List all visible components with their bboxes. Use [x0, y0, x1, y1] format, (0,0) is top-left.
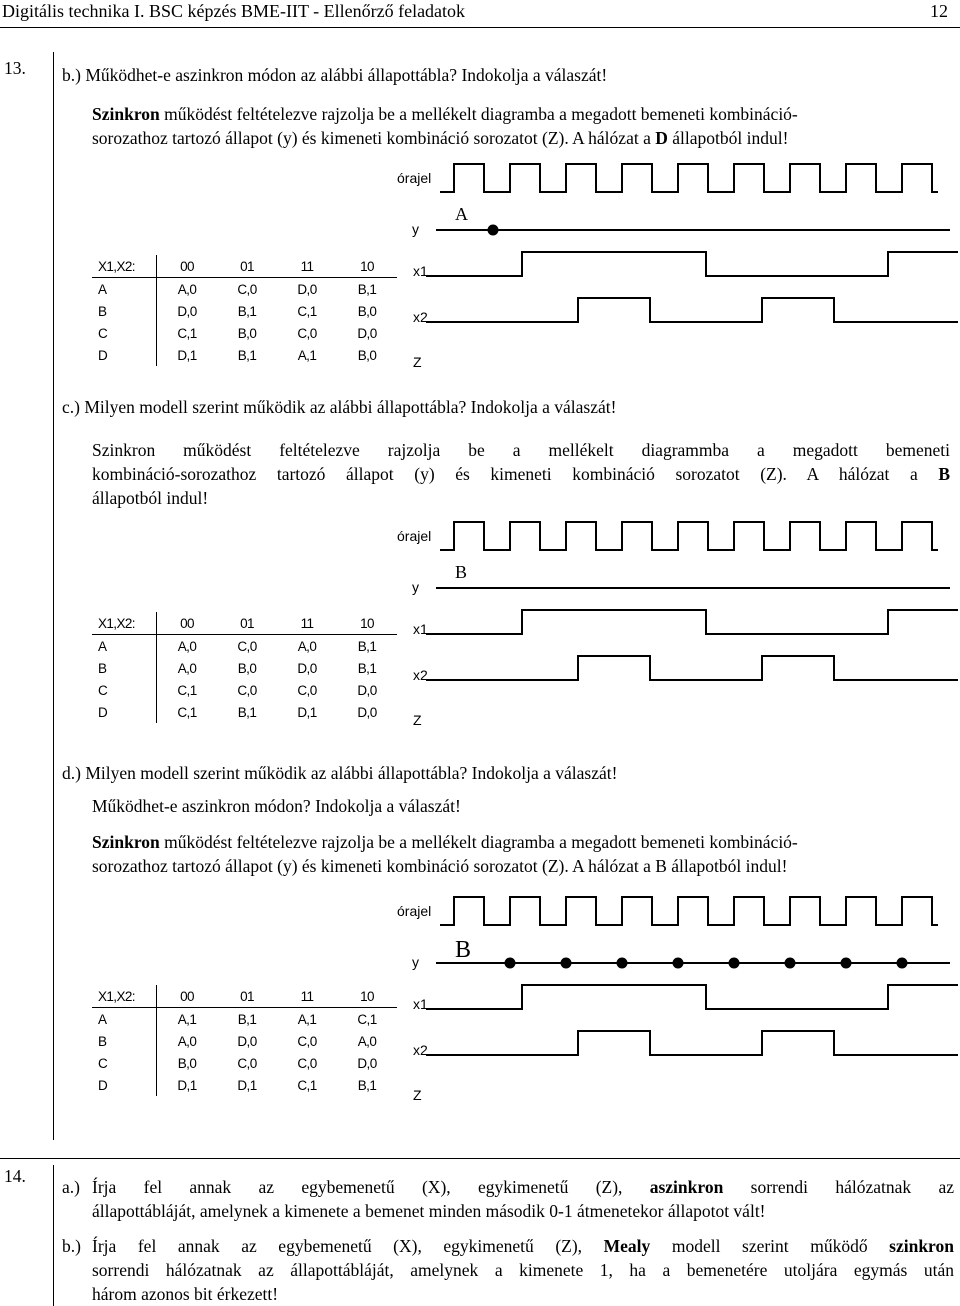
table-cell: A,0 — [297, 638, 317, 654]
table-cell: D,1 — [177, 347, 197, 363]
q13b-line2-post: állapotból indul! — [667, 128, 789, 148]
table-cell: B,0 — [357, 347, 377, 363]
table-row — [92, 1074, 397, 1096]
y-label: y — [412, 221, 419, 237]
q14-number: 14. — [4, 1166, 26, 1186]
table-cell: 00 — [157, 255, 218, 278]
q14a-line1-pre: Írja fel annak az egybemenetű (X), egykimenetű (Z), — [92, 1177, 650, 1197]
table-cell: D,0 — [357, 325, 377, 341]
table-cell: B,1 — [237, 303, 257, 319]
z-label: Z — [413, 354, 422, 370]
clock-waveform — [440, 522, 938, 550]
x1-waveform — [426, 985, 958, 1009]
y-start-state: B — [455, 562, 468, 582]
table-header-row — [92, 985, 397, 1008]
table-cell: C,1 — [177, 325, 197, 341]
q13b-line1-rest: működést feltételezve rajzolja be a mellékelt diagramba a megadott bemeneti kombináció- — [159, 104, 798, 124]
q14a-label: a.) — [62, 1177, 80, 1197]
table-header-row — [92, 612, 397, 635]
x2-label: x2 — [413, 309, 428, 325]
table-cell: B — [92, 1030, 157, 1052]
x2-waveform — [426, 298, 958, 322]
q14b-bold-mealy: Mealy — [603, 1236, 651, 1256]
q14a-line1 — [92, 1176, 954, 1198]
table-cell: 01 — [217, 612, 277, 635]
table-row — [92, 1030, 397, 1052]
table-row — [92, 1052, 397, 1074]
z-label: Z — [413, 1087, 422, 1103]
table-cell: B,0 — [357, 303, 377, 319]
table-cell: B,1 — [237, 1011, 257, 1027]
table-cell: B,1 — [237, 347, 257, 363]
table-cell: C — [92, 679, 157, 701]
table-cell: D — [92, 344, 157, 366]
table-cell: X1,X2: — [92, 255, 157, 278]
q13d-line1 — [92, 831, 798, 853]
table-cell: A,0 — [357, 1033, 377, 1049]
z-label: Z — [413, 712, 422, 728]
table-cell: B,1 — [357, 660, 377, 676]
table-cell: D,0 — [297, 660, 317, 676]
table-cell: A,0 — [177, 638, 197, 654]
q13d-line2: sorozathoz tartozó állapot (y) és kimeneti kombináció sorozatot (Z). A hálózat a B állapotból indul! — [92, 856, 788, 876]
y-sample-dot — [785, 958, 796, 969]
table-cell: D — [92, 1074, 157, 1096]
clock-label: órajel — [397, 528, 432, 544]
q13b-bold-d: D — [655, 128, 668, 148]
y-label: y — [412, 954, 419, 970]
table-cell: A,0 — [177, 660, 197, 676]
x2-label: x2 — [413, 1042, 428, 1058]
table-row — [92, 635, 397, 658]
table-cell: D,1 — [177, 1077, 197, 1093]
table-cell: C,0 — [237, 281, 257, 297]
table-cell: B,1 — [237, 704, 257, 720]
table-cell: A,1 — [297, 1011, 317, 1027]
table-cell: D,0 — [177, 303, 197, 319]
table-cell: X1,X2: — [92, 612, 157, 635]
y-sample-dot — [617, 958, 628, 969]
table-cell: 01 — [217, 255, 277, 278]
table-cell: C,0 — [297, 1055, 317, 1071]
table-cell: 00 — [157, 612, 218, 635]
header-title: Digitális technika I. BSC képzés BME-IIT - Ellenőrző feladatok — [2, 1, 466, 21]
x1-waveform — [426, 252, 958, 276]
clock-waveform — [440, 897, 938, 925]
table-cell: 10 — [337, 985, 397, 1008]
q13c-line3: állapotból indul! — [92, 488, 209, 508]
y-sample-dot — [897, 958, 908, 969]
y-sample-dot — [561, 958, 572, 969]
table-cell: D,0 — [297, 281, 317, 297]
x2-waveform — [426, 656, 958, 680]
table-cell: C,0 — [237, 682, 257, 698]
table-row — [92, 679, 397, 701]
y-sample-dot — [488, 225, 499, 236]
table-cell: C,1 — [297, 1077, 317, 1093]
table-cell: 00 — [157, 985, 218, 1008]
table-cell: C,0 — [297, 682, 317, 698]
table-cell: 01 — [217, 985, 277, 1008]
table-cell: D,1 — [237, 1077, 257, 1093]
table-cell: C,1 — [177, 682, 197, 698]
table-cell: A,1 — [297, 347, 317, 363]
q14b-label: b.) — [62, 1236, 81, 1256]
table-cell: C — [92, 1052, 157, 1074]
table-cell: 10 — [337, 255, 397, 278]
table-cell: B — [92, 657, 157, 679]
x1-waveform — [426, 610, 958, 634]
clock-waveform — [440, 164, 938, 192]
table-cell: 11 — [277, 612, 337, 635]
q13c-state-table — [92, 612, 397, 723]
x1-label: x1 — [413, 263, 428, 279]
q14b-line2: sorrendi hálózatnak az állapottábláját, amelynek a kimenete 1, ha a bemenetére utoljára egymás után — [92, 1260, 954, 1280]
table-cell: A,0 — [177, 281, 197, 297]
y-label: y — [412, 579, 419, 595]
q14b-line1-mid: modell szerint működő — [650, 1236, 890, 1256]
table-cell: X1,X2: — [92, 985, 157, 1008]
page-number: 12 — [930, 1, 948, 21]
q13c-bold-b: B — [938, 464, 951, 484]
q13c-line2 — [92, 463, 950, 485]
table-cell: C,1 — [357, 1011, 377, 1027]
table-cell: D,0 — [357, 682, 377, 698]
q13b-bold-szinkron: Szinkron — [92, 104, 160, 124]
table-cell: C,1 — [177, 704, 197, 720]
table-cell: A — [92, 278, 157, 301]
q13d-bold-szinkron: Szinkron — [92, 832, 160, 852]
table-cell: 11 — [277, 985, 337, 1008]
table-cell: A,1 — [177, 1011, 197, 1027]
table-cell: B — [92, 300, 157, 322]
q13c-line1: Szinkron működést feltételezve rajzolja be a mellékelt diagrammba a megadott bemeneti — [92, 440, 950, 460]
q14a-line1-post: sorrendi hálózatnak az — [723, 1177, 954, 1197]
q13b-title: b.) Működhet-e aszinkron módon az alábbi állapottábla? Indokolja a válaszát! — [62, 65, 608, 85]
table-row — [92, 657, 397, 679]
table-cell: B,1 — [357, 638, 377, 654]
x2-waveform — [426, 1031, 958, 1055]
table-cell: B,1 — [357, 281, 377, 297]
clock-label: órajel — [397, 903, 432, 919]
table-cell: B,0 — [237, 325, 257, 341]
table-cell: B,0 — [237, 660, 257, 676]
q13c-line2-text: kombináció-sorozathoz tartozó állapot (y) és kimeneti kombináció sorozatot (Z). A hálózat a — [92, 464, 918, 484]
table-cell: C,0 — [297, 1033, 317, 1049]
table-cell: D,0 — [357, 704, 377, 720]
x1-label: x1 — [413, 996, 428, 1012]
q14b-line1 — [92, 1235, 954, 1257]
table-cell: C,1 — [297, 303, 317, 319]
q13d-state-table — [92, 985, 397, 1096]
table-row — [92, 701, 397, 723]
q13d-q2: Működhet-e aszinkron módon? Indokolja a válaszát! — [92, 796, 461, 816]
y-sample-dot — [673, 958, 684, 969]
table-cell: D,0 — [357, 1055, 377, 1071]
table-cell: A — [92, 1008, 157, 1031]
y-sample-dot — [505, 958, 516, 969]
table-cell: 10 — [337, 612, 397, 635]
q14b-line1-pre: Írja fel annak az egybemenetű (X), egykimenetű (Z), — [92, 1236, 604, 1256]
table-cell: D,0 — [237, 1033, 257, 1049]
q13-number: 13. — [4, 58, 26, 78]
table-cell: C — [92, 322, 157, 344]
q14a-line2: állapottábláját, amelynek a kimenete a bemenet minden második 0-1 átmenetekor állapotot vált! — [92, 1201, 766, 1221]
y-sample-dot — [841, 958, 852, 969]
clock-label: órajel — [397, 170, 432, 186]
y-start-state: A — [455, 204, 468, 224]
table-cell: D — [92, 701, 157, 723]
y-sample-dot — [729, 958, 740, 969]
q14b-line3: három azonos bit érkezett! — [92, 1284, 279, 1304]
table-cell: C,0 — [237, 1055, 257, 1071]
table-cell: C,0 — [237, 638, 257, 654]
table-cell: A — [92, 635, 157, 658]
y-start-state: B — [455, 937, 472, 963]
q13d-title: d.) Milyen modell szerint működik az alábbi állapottábla? Indokolja a válaszát! — [62, 763, 618, 783]
q14a-bold-aszinkron: aszinkron — [649, 1177, 724, 1197]
table-cell: A,0 — [177, 1033, 197, 1049]
q14b-bold-szinkron: szinkron — [889, 1236, 954, 1256]
q13b-line2-pre: sorozathoz tartozó állapot (y) és kimeneti kombináció sorozatot (Z). A hálózat a — [92, 128, 656, 148]
x1-label: x1 — [413, 621, 428, 637]
x2-label: x2 — [413, 667, 428, 683]
table-cell: D,1 — [297, 704, 317, 720]
table-cell: C,0 — [297, 325, 317, 341]
table-cell: B,1 — [357, 1077, 377, 1093]
table-row — [92, 1008, 397, 1031]
table-cell: 11 — [277, 255, 337, 278]
table-cell: B,0 — [177, 1055, 197, 1071]
q13d-line1-rest: működést feltételezve rajzolja be a mellékelt diagramba a megadott bemeneti kombináció- — [159, 832, 798, 852]
q13c-title: c.) Milyen modell szerint működik az alábbi állapottábla? Indokolja a válaszát! — [62, 397, 617, 417]
